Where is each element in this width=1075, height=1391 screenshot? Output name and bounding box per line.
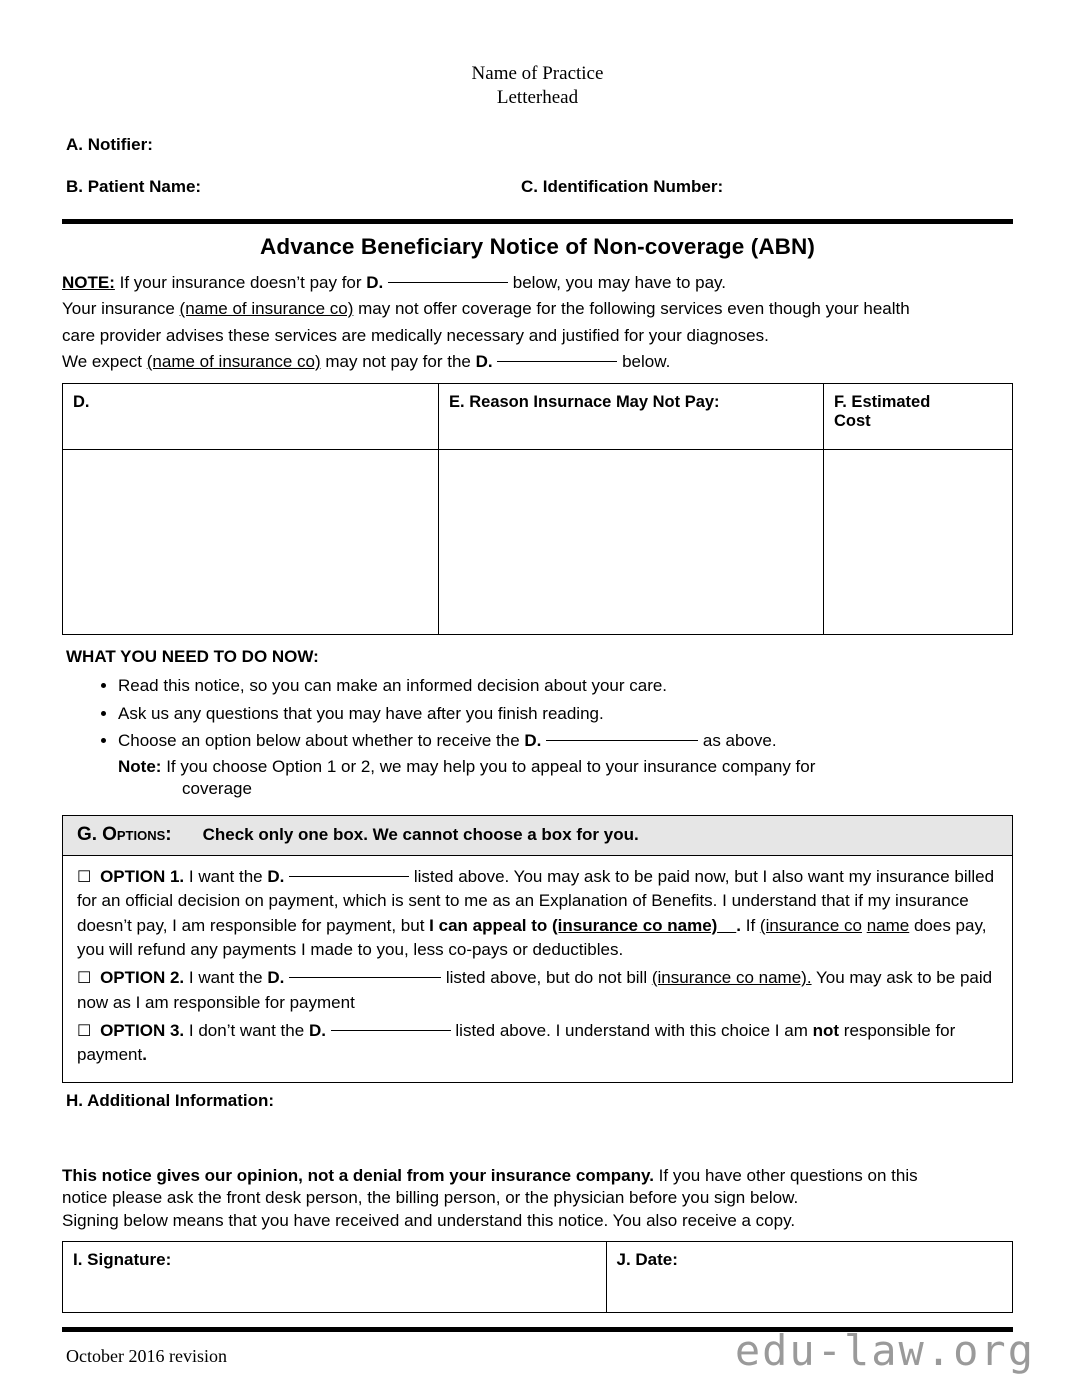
patient-row bbox=[66, 177, 1013, 197]
options-heading-g: G. bbox=[77, 823, 98, 845]
intro-line-2: care provider advises these services are medically necessary and justified for your diagnoses. bbox=[62, 325, 769, 345]
appeal-note-text: If you choose Option 1 or 2, we may help you to appeal to your insurance company for bbox=[166, 756, 816, 776]
option-3-text-1: I don’t want the bbox=[188, 1020, 305, 1040]
option-3-bold-not: not bbox=[812, 1020, 840, 1040]
services-table-header-row bbox=[63, 384, 1013, 450]
list-item-text: Choose an option below about whether to receive the bbox=[118, 731, 520, 751]
list-item-bold-d: D. bbox=[524, 731, 542, 751]
expect-insurer-placeholder: (name of insurance co) bbox=[146, 351, 321, 371]
option-1-insurer-blank[interactable]: (insurance co name) bbox=[552, 915, 718, 935]
option-2-insurer-placeholder: (insurance co name). bbox=[651, 967, 812, 987]
option-1-insurer-u-b: name bbox=[866, 915, 910, 935]
option-1-bold-d: D. bbox=[267, 866, 285, 886]
option-2-bold-d: D. bbox=[267, 967, 285, 987]
letterhead-line-2: Letterhead bbox=[496, 87, 579, 109]
additional-information-label: H. Additional Information: bbox=[66, 1090, 275, 1110]
option-1-text-4: Benefits. I understand that if my insurance doesn’t pay, I am responsible for payment, but bbox=[77, 891, 969, 935]
intro-line-1 bbox=[62, 298, 1013, 320]
option-1-checkbox[interactable]: ☐ bbox=[77, 868, 92, 886]
column-header-f-line2: Cost bbox=[834, 412, 871, 431]
option-3-text-2: listed above. I understand with this choice I am bbox=[455, 1020, 808, 1040]
note-text-after: below, you may have to pay. bbox=[512, 272, 727, 292]
signature-cell[interactable]: I. Signature: bbox=[63, 1242, 607, 1313]
identification-number-label: C. Identification Number: bbox=[521, 176, 724, 196]
option-3-label: OPTION 3. bbox=[100, 1020, 185, 1040]
top-rule bbox=[62, 219, 1013, 224]
option-1-bold-to: to bbox=[531, 915, 548, 935]
appeal-note-text-2: coverage bbox=[182, 779, 252, 799]
note-line bbox=[62, 272, 1013, 294]
option-3[interactable] bbox=[77, 1019, 998, 1068]
date-cell[interactable]: J. Date: bbox=[606, 1242, 1013, 1313]
revision-text: October 2016 revision bbox=[66, 1346, 227, 1367]
list-item-blank-line bbox=[546, 740, 698, 741]
intro-text-a: Your insurance bbox=[62, 299, 175, 319]
table-row bbox=[63, 450, 1013, 635]
closing-line-2: notice please ask the front desk person, the billing person, or the physician before you sign below. bbox=[62, 1188, 799, 1208]
option-1-text-6: does pay, you will refund any payments I bbox=[77, 915, 987, 959]
options-body bbox=[63, 856, 1012, 1082]
option-2-text-4: may ask to be paid now as I am responsible for payment bbox=[77, 967, 993, 1012]
letterhead bbox=[62, 62, 1013, 111]
expect-blank-line bbox=[497, 361, 617, 362]
option-1-text-7: made to you, less co-pays or deductibles. bbox=[310, 939, 624, 959]
list-item bbox=[118, 728, 1013, 754]
option-1-text-5: If bbox=[745, 915, 756, 935]
note-text-before: If your insurance doesn’t pay for bbox=[119, 272, 362, 292]
appeal-note-label: Note: bbox=[118, 756, 162, 776]
option-3-period: . bbox=[142, 1045, 147, 1065]
option-2-checkbox[interactable]: ☐ bbox=[77, 969, 92, 987]
options-heading-label: Options: bbox=[102, 823, 172, 845]
letterhead-line-1: Name of Practice bbox=[471, 63, 604, 84]
cell-service[interactable] bbox=[63, 450, 439, 635]
list-item: • Read this notice, so you can make an informed decision about your care. bbox=[118, 673, 1013, 699]
note-label: NOTE: bbox=[62, 272, 115, 292]
expect-text-b: may not pay for the bbox=[325, 351, 471, 371]
closing-line-1 bbox=[62, 1165, 1013, 1188]
options-header bbox=[63, 816, 1012, 856]
what-to-do-title: WHAT YOU NEED TO DO NOW: bbox=[66, 647, 319, 667]
option-2-text-1: I want the bbox=[188, 967, 263, 987]
options-check-instruction: Check only one box. We cannot choose a box for you. bbox=[202, 824, 639, 844]
expect-text-a: We expect bbox=[62, 351, 143, 371]
closing-paragraph bbox=[62, 1165, 1013, 1234]
intro-text-b: may not offer coverage for the following services even though your health bbox=[358, 299, 910, 319]
expect-line bbox=[62, 351, 1013, 373]
options-box bbox=[62, 815, 1013, 1083]
intro-insurer-placeholder: (name of insurance co) bbox=[179, 299, 354, 319]
watermark: edu-law.org bbox=[734, 1326, 1035, 1375]
identification-block bbox=[66, 135, 1013, 197]
option-1[interactable] bbox=[77, 865, 998, 962]
option-3-checkbox[interactable]: ☐ bbox=[77, 1022, 92, 1040]
option-2-blank-line bbox=[289, 977, 441, 978]
option-3-blank-line bbox=[331, 1030, 451, 1031]
column-header-f bbox=[824, 384, 1013, 450]
expect-bold-d: D. bbox=[475, 351, 493, 371]
note-bold-d: D. bbox=[366, 272, 384, 292]
signature-table bbox=[62, 1241, 1013, 1313]
page-title: Advance Beneficiary Notice of Non-coverage (ABN) bbox=[260, 233, 815, 259]
patient-name-label: B. Patient Name: bbox=[66, 176, 202, 196]
option-1-blank-line bbox=[289, 876, 409, 877]
option-2-text-3: You bbox=[815, 967, 845, 987]
column-header-f-line1: F. Estimated bbox=[834, 393, 931, 412]
expect-text-c: below. bbox=[622, 351, 671, 371]
option-2-text-2: listed above, but do not bill bbox=[445, 967, 648, 987]
notifier-label: A. Notifier: bbox=[66, 134, 153, 154]
option-1-insurer-u-a: (insurance co bbox=[759, 915, 862, 935]
cell-reason[interactable] bbox=[439, 450, 824, 635]
option-1-text-1: I want the bbox=[188, 866, 263, 886]
column-header-d: D. bbox=[63, 384, 439, 450]
column-header-e: E. Reason Insurnace May Not Pay: bbox=[439, 384, 824, 450]
list-item: • Ask us any questions that you may have after you finish reading. bbox=[118, 701, 1013, 727]
signature-row bbox=[63, 1242, 1013, 1313]
option-1-bold-appeal: I can appeal bbox=[429, 915, 527, 935]
what-to-do-list bbox=[62, 673, 1013, 754]
cell-cost[interactable] bbox=[824, 450, 1013, 635]
option-3-bold-d: D. bbox=[308, 1020, 326, 1040]
services-table bbox=[62, 383, 1013, 635]
list-item-tail: as above. bbox=[702, 731, 777, 751]
closing-text-rest: If you have other questions on this bbox=[658, 1165, 918, 1185]
option-2-label: OPTION 2. bbox=[100, 967, 185, 987]
closing-line-3: Signing below means that you have received and understand this notice. You also receive a copy. bbox=[62, 1211, 796, 1231]
notifier-row bbox=[66, 135, 1013, 155]
closing-bold-text: This notice gives our opinion, not a denial from your insurance company. bbox=[62, 1165, 654, 1185]
option-1-label: OPTION 1. bbox=[100, 866, 185, 886]
note-blank-line bbox=[388, 282, 508, 283]
option-3-text-3: responsible for payment bbox=[77, 1020, 956, 1065]
option-1-text-2: listed above. You may ask to be paid now, but I also want bbox=[413, 866, 844, 886]
option-2[interactable] bbox=[77, 966, 998, 1015]
option-1-period: . bbox=[736, 915, 741, 935]
appeal-note bbox=[118, 756, 958, 801]
option-1-text-3: my insurance billed for an official decision on payment, which is sent to me as an Explanation of bbox=[77, 866, 995, 911]
